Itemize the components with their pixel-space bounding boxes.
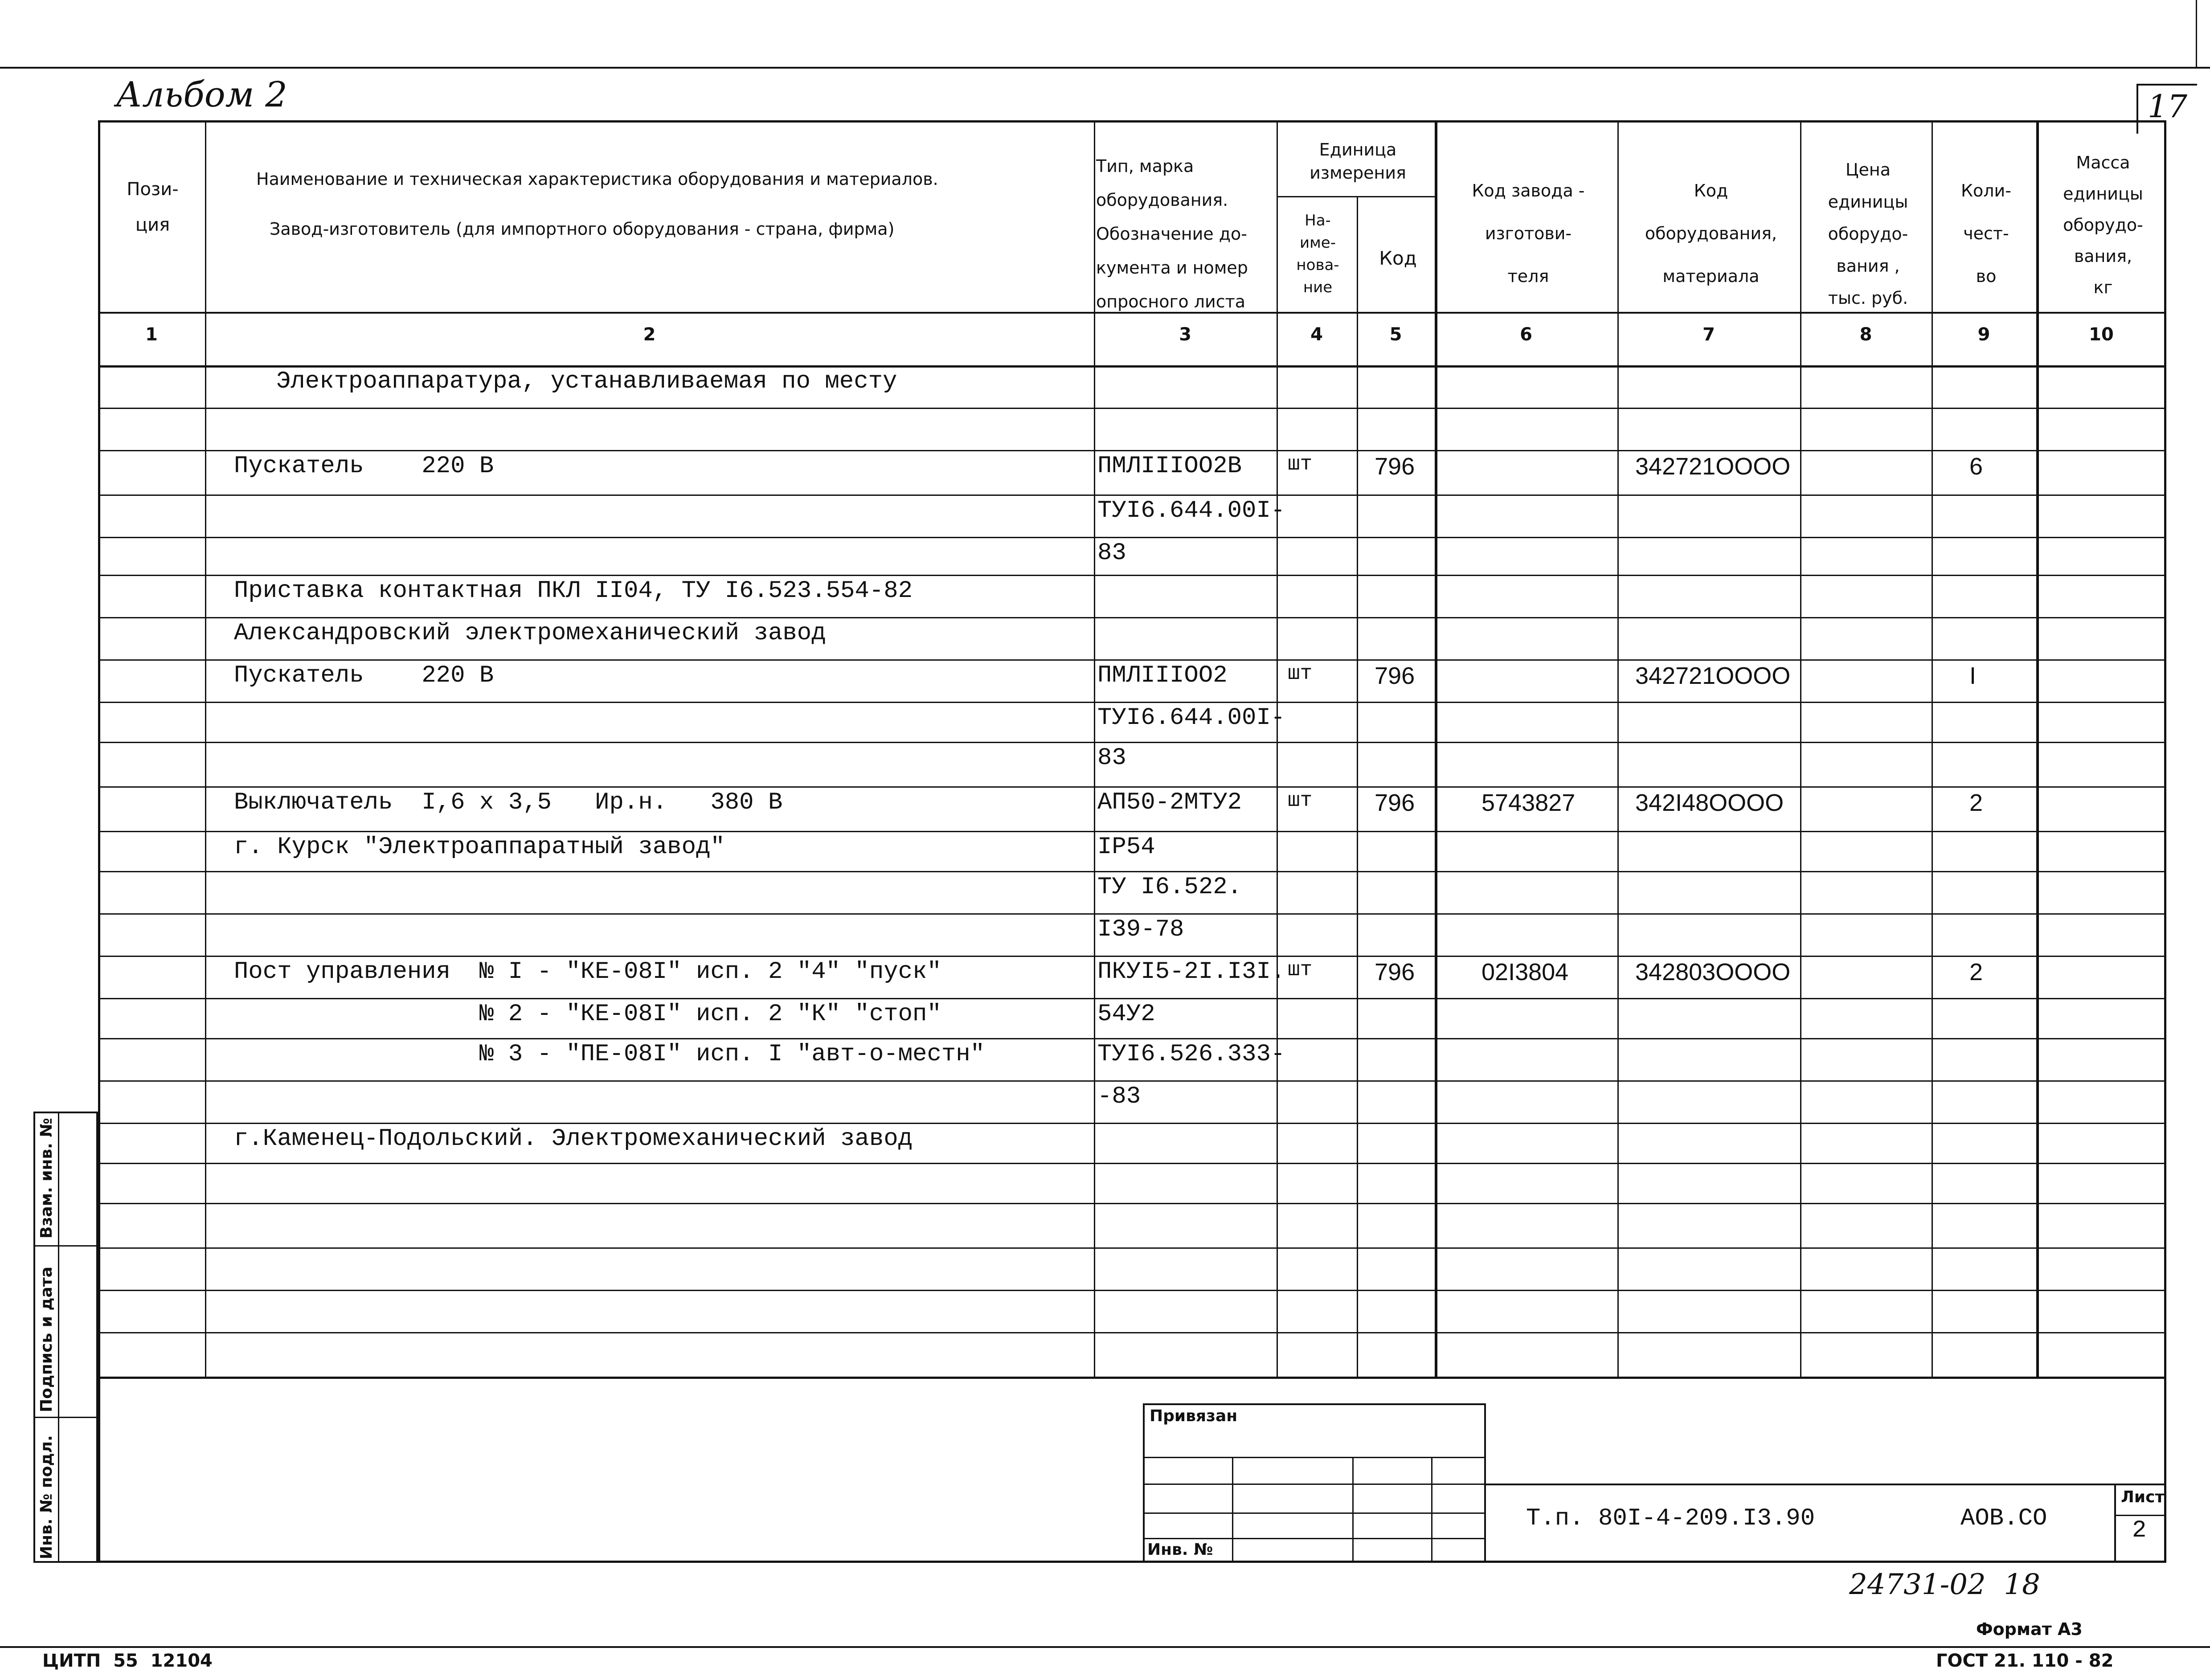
cell-name: Пускатель 220 В [234, 453, 494, 480]
frame-right-line [2196, 0, 2197, 67]
row-line [98, 786, 2166, 788]
page-number: 17 [2148, 88, 2188, 125]
cell-factory-code: 5743827 [1482, 789, 1576, 816]
cell-name: г. Курск "Электроаппаратный завод" [234, 834, 725, 861]
header-price: Цена единицы оборудо- вания , тыс. руб. [1828, 160, 1908, 308]
frame-top-line [0, 67, 2210, 69]
column-line-9 [2036, 120, 2039, 1377]
column-line-1 [205, 120, 206, 1377]
cell-name: Пост управления № I - "КЕ-08I" исп. 2 "4" "пуск" [234, 958, 941, 985]
row-line [98, 742, 2166, 743]
header-quantity: Коли- чест- во [1961, 181, 2011, 286]
cell-type: ПМЛIIIOO2 [1097, 662, 1228, 689]
header-factory-code: Код завода - изготови- теля [1472, 181, 1585, 286]
album-title: Альбом 2 [116, 75, 287, 115]
row-line [98, 1123, 2166, 1124]
cell-unit-name: шт [1288, 662, 1313, 685]
sheet-number: 2 [2132, 1517, 2147, 1544]
row-line [98, 1332, 2166, 1333]
privyazan-hline-2 [1143, 1484, 1486, 1485]
row-line [98, 702, 2166, 703]
row-line [98, 495, 2166, 496]
cell-type: 54У2 [1097, 1001, 1155, 1028]
cell-type: ПКУI5-2I.I3I. [1097, 958, 1285, 985]
row-line [98, 831, 2166, 832]
side-label-vzam: Взам. инв. № [37, 1118, 56, 1239]
cell-type: -83 [1097, 1083, 1141, 1110]
header-name-line1: Наименование и техническая характеристика оборудования и материалов. [256, 169, 938, 189]
privyazan-vline-3 [1431, 1457, 1432, 1563]
privyazan-vline-1 [1232, 1457, 1233, 1563]
row-line [98, 408, 2166, 409]
header-position: Пози- ция [127, 179, 179, 235]
row-line [98, 871, 2166, 872]
privyazan-hline-1 [1143, 1457, 1486, 1458]
cell-unit-code: 796 [1375, 789, 1415, 816]
column-number-10: 10 [2089, 324, 2114, 345]
cell-type: АП50-2МТУ2 [1097, 789, 1242, 816]
sheet-label: Лист [2121, 1488, 2165, 1506]
unit-group-divider [1277, 196, 1435, 197]
cell-name: № 2 - "КЕ-08I" исп. 2 "К" "стоп" [234, 1001, 941, 1028]
cell-type: ТУI6.644.00I- [1097, 497, 1285, 524]
header-equipment-code: Код оборудования, материала [1645, 181, 1777, 286]
tsitp-label: ЦИТП 55 12104 [42, 1651, 213, 1671]
cell-name: г.Каменец-Подольский. Электромеханический завод [234, 1125, 913, 1153]
row-line [98, 913, 2166, 915]
row-line [98, 1038, 2166, 1039]
table-body-bottom-line [98, 1377, 2166, 1379]
handwritten-number: 24731-02 18 [1849, 1568, 2040, 1601]
cell-unit-code: 796 [1375, 959, 1415, 985]
cell-name: Приставка контактная ПКЛ II04, ТУ I6.523.554-82 [234, 577, 913, 605]
side-label-podpis: Подпись и дата [37, 1267, 56, 1412]
cell-unit-code: 796 [1375, 662, 1415, 689]
cell-name: Выключатель I,6 х 3,5 Ир.н. 380 В [234, 789, 783, 816]
cell-type: I39-78 [1097, 916, 1184, 943]
cell-type: IP54 [1097, 834, 1155, 861]
column-number-7: 7 [1703, 324, 1715, 345]
cell-name: Александровский электромеханический завод [234, 620, 826, 647]
inv-no-label: Инв. № [1147, 1541, 1213, 1559]
row-line [98, 956, 2166, 957]
side-strip-hline-2 [33, 1417, 98, 1418]
number-row-bottom-line [98, 365, 2166, 368]
cell-type: ТУI6.526.333- [1097, 1041, 1285, 1068]
column-number-8: 8 [1859, 324, 1872, 345]
cell-type: ТУ I6.522. [1097, 874, 1242, 901]
cell-quantity: 6 [1969, 453, 1983, 480]
privyazan-hline-4 [1143, 1538, 1486, 1539]
cell-factory-code: 02I3804 [1482, 959, 1569, 985]
row-line [98, 450, 2166, 451]
stamp-divider-h [1486, 1484, 2166, 1485]
column-number-5: 5 [1389, 324, 1402, 345]
header-unit-group: Единица измерения [1310, 140, 1406, 183]
header-name [207, 169, 1094, 239]
row-line [98, 998, 2166, 999]
cell-equipment-code: 342721OOOO [1635, 453, 1791, 480]
format-label: Формат А3 [1976, 1619, 2083, 1639]
cell-equipment-code: 342803OOOO [1635, 959, 1791, 985]
row-line [98, 1080, 2166, 1082]
cell-quantity: 2 [1969, 959, 1983, 985]
document-mark: АОВ.СО [1960, 1505, 2047, 1532]
row-line [98, 575, 2166, 576]
cell-name: Электроаппаратура, устанавливаемая по месту [276, 368, 897, 395]
row-line [98, 659, 2166, 661]
privyazan-hline-3 [1143, 1512, 1486, 1514]
cell-unit-code: 796 [1375, 453, 1415, 480]
cell-equipment-code: 342721OOOO [1635, 662, 1791, 689]
cell-unit-name: шт [1288, 789, 1313, 812]
cell-type: 83 [1097, 540, 1126, 567]
column-number-1: 1 [145, 324, 158, 345]
cell-equipment-code: 342I48OOOO [1635, 789, 1784, 816]
row-line [98, 1163, 2166, 1164]
side-label-inv-podl: Инв. № подл. [37, 1435, 56, 1559]
column-line-4 [1357, 120, 1358, 1377]
cell-type: 83 [1097, 744, 1126, 772]
column-number-2: 2 [643, 324, 656, 345]
cell-unit-name: шт [1288, 453, 1313, 476]
header-mass: Масса единицы оборудо- вания, кг [2063, 153, 2143, 297]
column-number-4: 4 [1310, 324, 1323, 345]
row-line [98, 1203, 2166, 1204]
bottom-line [0, 1646, 2210, 1648]
column-number-9: 9 [1977, 324, 1990, 345]
row-line [98, 1247, 2166, 1249]
header-name-line2: Завод-изготовитель (для импортного оборудования - страна, фирма) [270, 219, 895, 239]
privyazan-label: Привязан [1150, 1407, 1238, 1425]
column-line-2 [1094, 120, 1095, 1377]
column-line-7 [1800, 120, 1801, 1377]
column-line-6 [1617, 120, 1619, 1377]
gost-label: ГОСТ 21. 110 - 82 [1936, 1651, 2114, 1671]
cell-quantity: 2 [1969, 789, 1983, 816]
header-unit-name: На- име- нова- ние [1296, 212, 1339, 296]
cell-type: ПМЛIIIOO2В [1097, 453, 1242, 480]
column-number-6: 6 [1520, 324, 1532, 345]
cell-type: ТУI6.644.00I- [1097, 704, 1285, 732]
side-strip-hline-1 [33, 1245, 98, 1247]
column-number-3: 3 [1179, 324, 1191, 345]
cell-unit-name: шт [1288, 958, 1313, 981]
cell-quantity: I [1969, 662, 1977, 689]
row-line [98, 537, 2166, 538]
cell-name: Пускатель 220 В [234, 662, 494, 689]
document-code: Т.п. 80I-4-209.I3.90 [1526, 1505, 1815, 1532]
cell-name: № 3 - "ПЕ-08I" исп. I "авт-о-местн" [234, 1041, 985, 1068]
header-unit-code: Код [1379, 247, 1417, 269]
side-strip-vline [58, 1112, 59, 1563]
row-line [98, 617, 2166, 618]
column-line-5 [1435, 120, 1437, 1377]
header-type: Тип, марка оборудования. Обозначение до- кумента и номер опросного листа [1096, 156, 1248, 311]
row-line [98, 1290, 2166, 1291]
privyazan-vline-2 [1352, 1457, 1354, 1563]
sheet-box-divider [2114, 1515, 2166, 1516]
